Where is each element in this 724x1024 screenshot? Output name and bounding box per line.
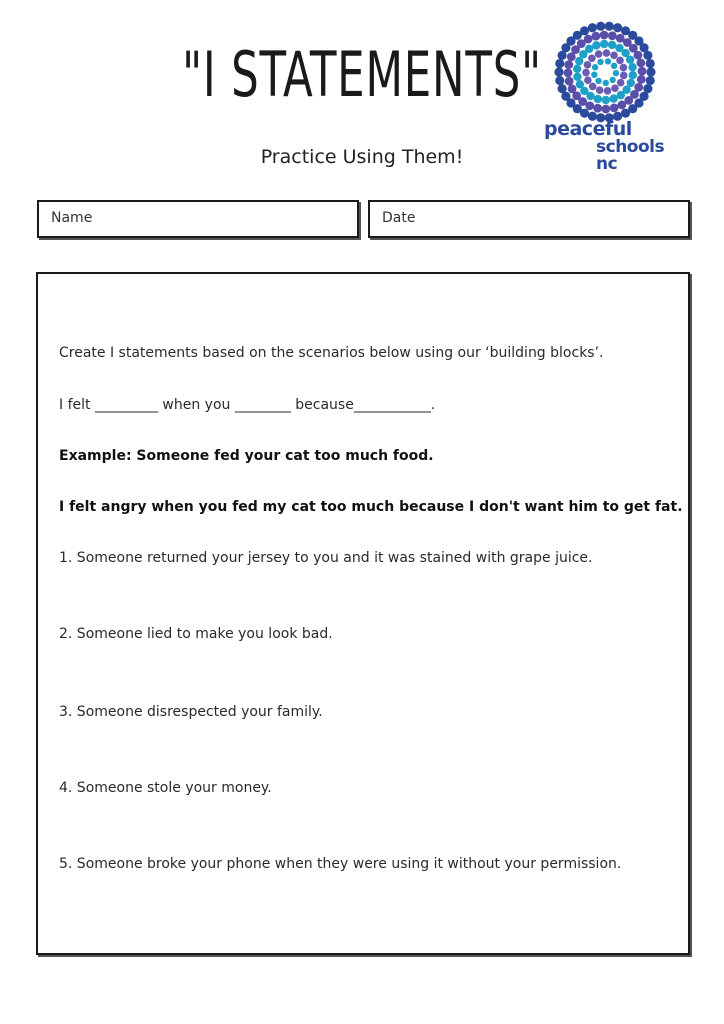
scenario-4: 4. Someone stole your money. [59, 780, 272, 796]
logo-dot [596, 86, 604, 94]
logo-dot [629, 71, 637, 79]
scenario-3: 3. Someone disrespected your family. [59, 704, 323, 720]
logo-dot [646, 59, 655, 68]
scenario-2: 2. Someone lied to make you look bad. [59, 626, 333, 642]
logo-dot [603, 49, 611, 57]
logo-dot [634, 51, 643, 60]
logo-dot [555, 76, 564, 85]
logo-dot [603, 80, 609, 86]
logo-dot [602, 96, 610, 104]
logo-dot [608, 31, 617, 40]
logo-dot [646, 76, 655, 85]
logo-dot [585, 45, 593, 53]
logo-dot [616, 57, 624, 65]
logo-dot [597, 59, 603, 65]
logo-dot [610, 51, 618, 59]
page-title: "I STATEMENTS" [182, 38, 542, 111]
logo-dot [617, 101, 626, 110]
template-sentence: I felt _________ when you ________ because___________. [59, 397, 436, 413]
logo-dot [646, 67, 655, 76]
logo-dot [558, 84, 567, 93]
logo-dot [620, 64, 628, 72]
logo-dot [617, 91, 625, 99]
name-field[interactable] [37, 200, 359, 238]
logo-dot [592, 64, 598, 70]
logo-dot [584, 35, 593, 44]
page-subtitle: Practice Using Them! [260, 146, 464, 168]
logo-dot [604, 87, 612, 95]
logo-dot [602, 105, 611, 114]
logo-dot [609, 94, 617, 102]
logo-dot [600, 40, 608, 48]
logo-dot [588, 54, 596, 62]
worksheet-box [36, 272, 690, 955]
logo-dot [565, 77, 574, 86]
logo-dot [573, 65, 581, 73]
logo-dot [626, 55, 634, 63]
logo-dot [591, 71, 597, 77]
logo-dot [594, 95, 602, 103]
logo-dot [636, 58, 645, 67]
example-prompt: Example: Someone fed your cat too much food. [59, 448, 434, 464]
logo-dot [613, 70, 619, 76]
logo-dot [628, 63, 636, 71]
logo-dot [564, 69, 573, 78]
scenario-5: 5. Someone broke your phone when they were using it without your permission. [59, 856, 622, 872]
logo-dot [591, 32, 600, 41]
logo-dot [588, 23, 597, 32]
logo-dot [584, 76, 592, 84]
logo-dot [638, 67, 647, 76]
logo-dot [611, 84, 619, 92]
logo-dot [620, 72, 628, 80]
logo-dot [609, 77, 615, 83]
logo-text-schools-nc: schools nc [596, 137, 665, 174]
logo-dot [611, 63, 617, 69]
logo-dot [610, 103, 619, 112]
instructions-text: Create I statements based on the scenarios below using our ‘building blocks’. [59, 345, 604, 361]
logo-dot [573, 73, 581, 81]
logo-dot [600, 31, 609, 40]
logo-dot [592, 41, 600, 49]
example-answer: I felt angry when you fed my cat too much because I don't want him to get fat. [59, 499, 683, 515]
logo-dot [580, 26, 589, 35]
logo-dot [564, 60, 573, 69]
logo-dot [617, 79, 625, 87]
logo-dot [589, 83, 597, 91]
logo-dot [554, 67, 563, 76]
logo-dot [613, 23, 622, 32]
logo-dot [568, 84, 577, 93]
logo-dot [576, 80, 584, 88]
date-field-label: Date [382, 210, 416, 226]
logo-dot [593, 104, 602, 113]
concentric-circles-logo-icon [540, 20, 680, 130]
name-field-label: Name [51, 210, 93, 226]
logo-dot [596, 22, 605, 31]
logo-dot [595, 78, 601, 84]
logo-dot [605, 58, 611, 64]
logo-dot [621, 109, 630, 118]
logo-text-peaceful: peaceful [544, 118, 632, 140]
logo-dot [555, 59, 564, 68]
logo-dot [605, 22, 614, 31]
date-field[interactable] [368, 200, 690, 238]
logo-dot [582, 69, 590, 77]
logo-dot [643, 51, 652, 60]
logo-dot [595, 50, 603, 58]
logo-dot [608, 41, 616, 49]
logo-dot [637, 75, 646, 84]
scenario-1: 1. Someone returned your jersey to you and it was stained with grape juice. [59, 550, 593, 566]
logo-dot [584, 61, 592, 69]
